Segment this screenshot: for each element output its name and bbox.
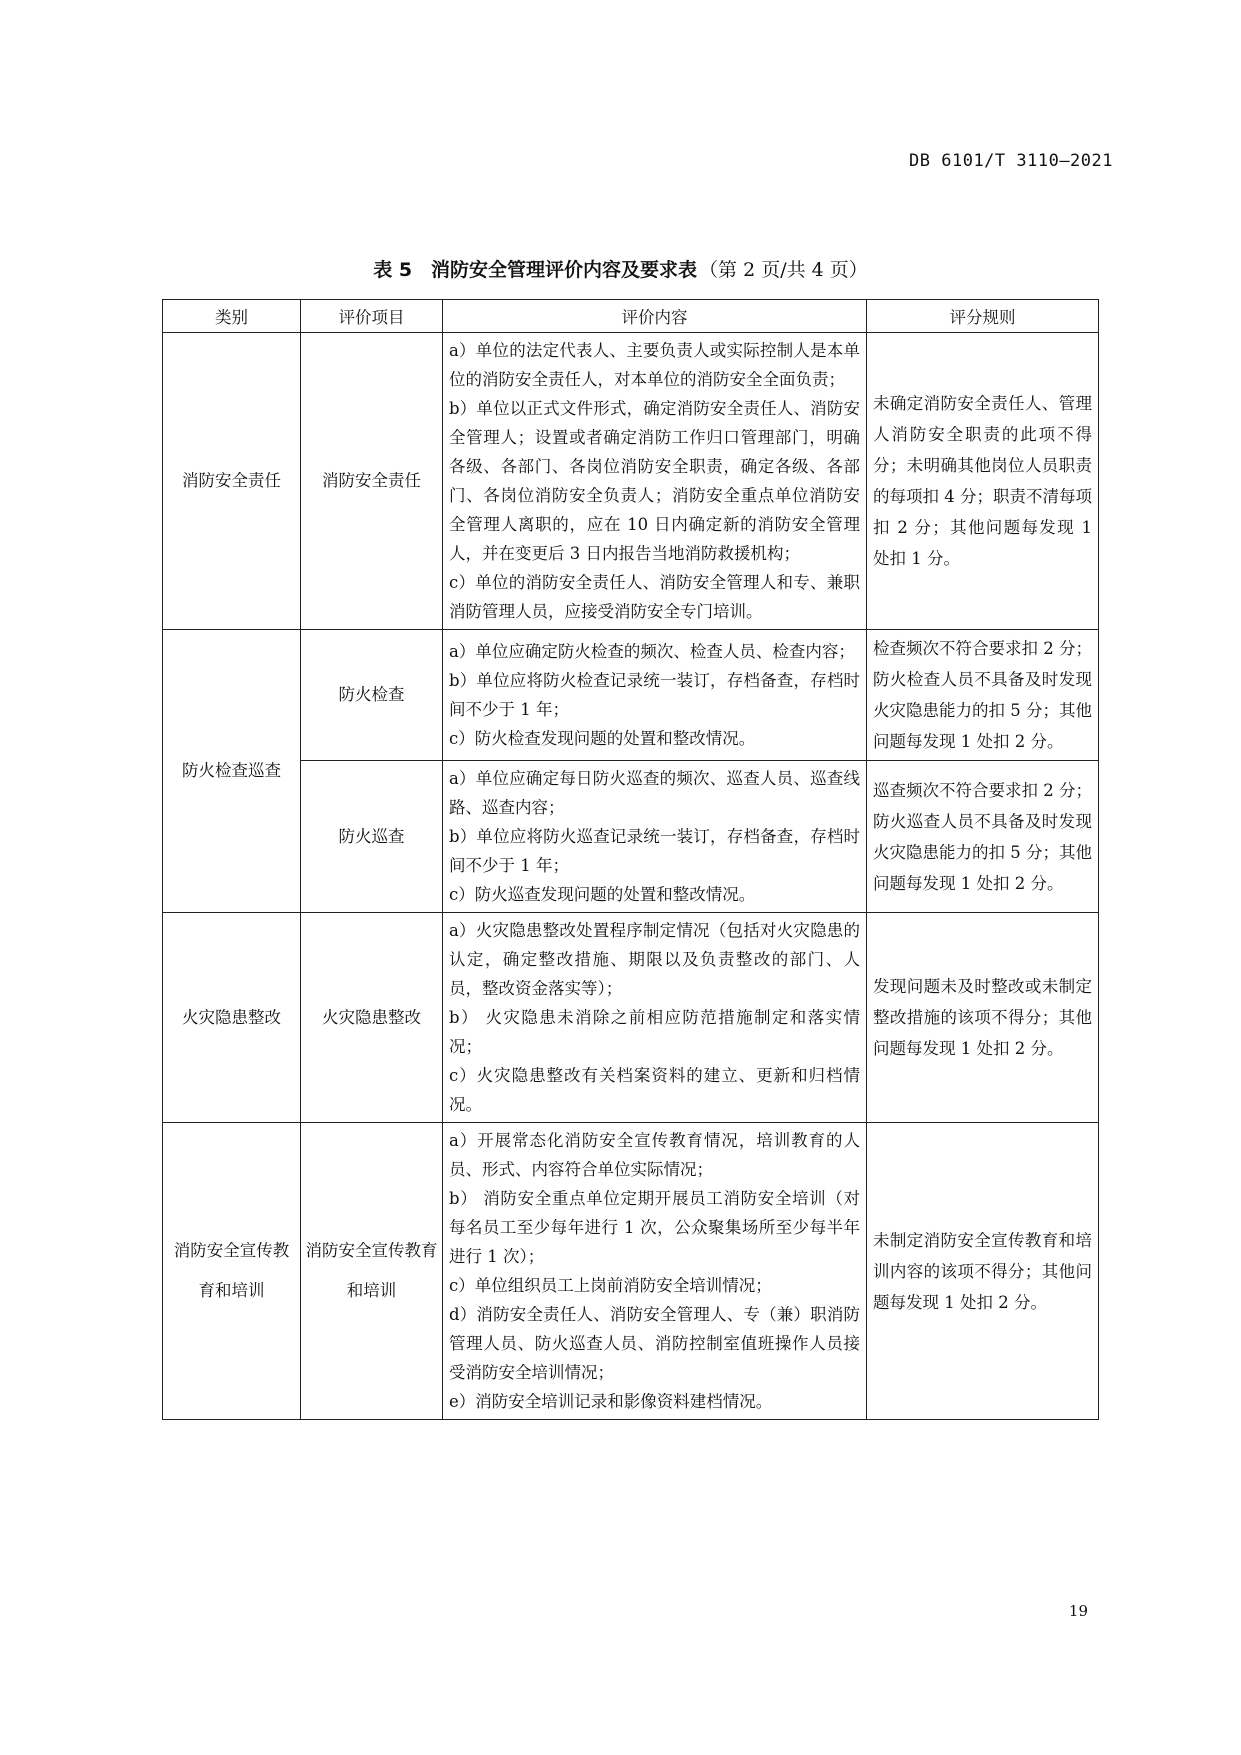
score-rule: 未确定消防安全责任人、管理人消防安全职责的此项不得分；未明确其他岗位人员职责的每项扣 4 分；职责不清每项扣 2 分；其他问题每发现 1 处扣 1 分。 (873, 394, 1092, 568)
table-row (163, 913, 1099, 1123)
content-clause: a）开展常态化消防安全宣传教育情况，培训教育的人员、形式、内容符合单位实际情况； (449, 1131, 860, 1179)
content-clause: c）单位的消防安全责任人、消防安全管理人和专、兼职消防管理人员，应接受消防安全专门培训。 (449, 573, 860, 621)
score-rule: 发现问题未及时整改或未制定整改措施的该项不得分；其他问题每发现 1 处扣 2 分。 (873, 977, 1092, 1058)
score-cell (867, 913, 1099, 1123)
category-cell: 消防安全宣传教育和培训 (163, 1123, 301, 1420)
item-cell: 消防安全责任 (301, 333, 443, 630)
score-cell (867, 761, 1099, 913)
category-cell: 火灾隐患整改 (163, 913, 301, 1123)
table-row (163, 1123, 1099, 1420)
table-title-page-info: （第 2 页/共 4 页） (699, 259, 868, 281)
content-clause: a）单位的法定代表人、主要负责人或实际控制人是本单位的消防安全责任人，对本单位的消防安全全面负责； (449, 341, 860, 389)
table-title-main: 表 5 消防安全管理评价内容及要求表 (373, 259, 698, 281)
content-clause: c）火灾隐患整改有关档案资料的建立、更新和归档情况。 (449, 1066, 860, 1114)
content-clause: a）火灾隐患整改处置程序制定情况（包括对火灾隐患的认定，确定整改措施、期限以及负责整改的部门、人员，整改资金落实等）； (449, 921, 860, 998)
score-cell (867, 333, 1099, 630)
table-header-row (163, 300, 1099, 333)
score-cell (867, 1123, 1099, 1420)
header-item: 评价项目 (301, 300, 443, 333)
content-cell (443, 761, 867, 913)
score-rule: 检查频次不符合要求扣 2 分；防火检查人员不具备及时发现火灾隐患能力的扣 5 分；其他问题每发现 1 处扣 2 分。 (873, 639, 1092, 751)
score-rule: 巡查频次不符合要求扣 2 分；防火巡查人员不具备及时发现火灾隐患能力的扣 5 分；其他问题每发现 1 处扣 2 分。 (873, 780, 1092, 893)
content-clause: c）单位组织员工上岗前消防安全培训情况； (449, 1276, 772, 1295)
content-clause: b） 消防安全重点单位定期开展员工消防安全培训（对每名员工至少每年进行 1 次，公众聚集场所至少每半年进行 1 次）； (449, 1189, 860, 1266)
table-row (163, 630, 1099, 761)
item-cell: 火灾隐患整改 (301, 913, 443, 1123)
score-cell (867, 630, 1099, 761)
content-clause: d）消防安全责任人、消防安全管理人、专（兼）职消防管理人员、防火巡查人员、消防控制室值班操作人员接受消防安全培训情况； (449, 1305, 860, 1382)
content-clause: c）防火巡查发现问题的处置和整改情况。 (449, 885, 756, 904)
content-clause: b）单位以正式文件形式，确定消防安全责任人、消防安全管理人；设置或者确定消防工作归口管理部门，明确各级、各部门、各岗位消防安全职责，确定各级、各部门、各岗位消防安全负责人；消防安全重点单位消防安全管理人离职的，应在 10 日内确定新的消防安全管理人，并在变更后 3 日内报告当地消防救援机构； (449, 399, 860, 563)
item-cell: 消防安全宣传教育和培训 (301, 1123, 443, 1420)
content-clause: a）单位应确定防火检查的频次、检查人员、检查内容； (449, 642, 855, 661)
page-number: 19 (1068, 1602, 1088, 1620)
header-score: 评分规则 (867, 300, 1099, 333)
table-title (0, 255, 1241, 282)
content-cell (443, 913, 867, 1123)
content-clause: c）防火检查发现问题的处置和整改情况。 (449, 729, 756, 748)
content-clause: b）单位应将防火检查记录统一装订，存档备查，存档时间不少于 1 年； (449, 671, 860, 719)
content-clause: b） 火灾隐患未消除之前相应防范措施制定和落实情况； (449, 1008, 860, 1056)
document-code: DB 6101/T 3110—2021 (909, 151, 1113, 171)
content-clause: a）单位应确定每日防火巡查的频次、巡查人员、巡查线路、巡查内容； (449, 769, 860, 817)
item-cell: 防火检查 (301, 630, 443, 761)
content-cell (443, 1123, 867, 1420)
category-cell: 消防安全责任 (163, 333, 301, 630)
item-cell: 防火巡查 (301, 761, 443, 913)
table-row (163, 333, 1099, 630)
header-category: 类别 (163, 300, 301, 333)
content-clause: e）消防安全培训记录和影像资料建档情况。 (449, 1392, 773, 1411)
content-cell (443, 333, 867, 630)
score-rule: 未制定消防安全宣传教育和培训内容的该项不得分；其他问题每发现 1 处扣 2 分。 (873, 1230, 1092, 1312)
category-cell: 防火检查巡查 (163, 630, 301, 913)
evaluation-table (162, 299, 1099, 1420)
content-clause: b）单位应将防火巡查记录统一装订，存档备查，存档时间不少于 1 年； (449, 827, 860, 875)
content-cell (443, 630, 867, 761)
header-content: 评价内容 (443, 300, 867, 333)
table-row (163, 761, 1099, 913)
